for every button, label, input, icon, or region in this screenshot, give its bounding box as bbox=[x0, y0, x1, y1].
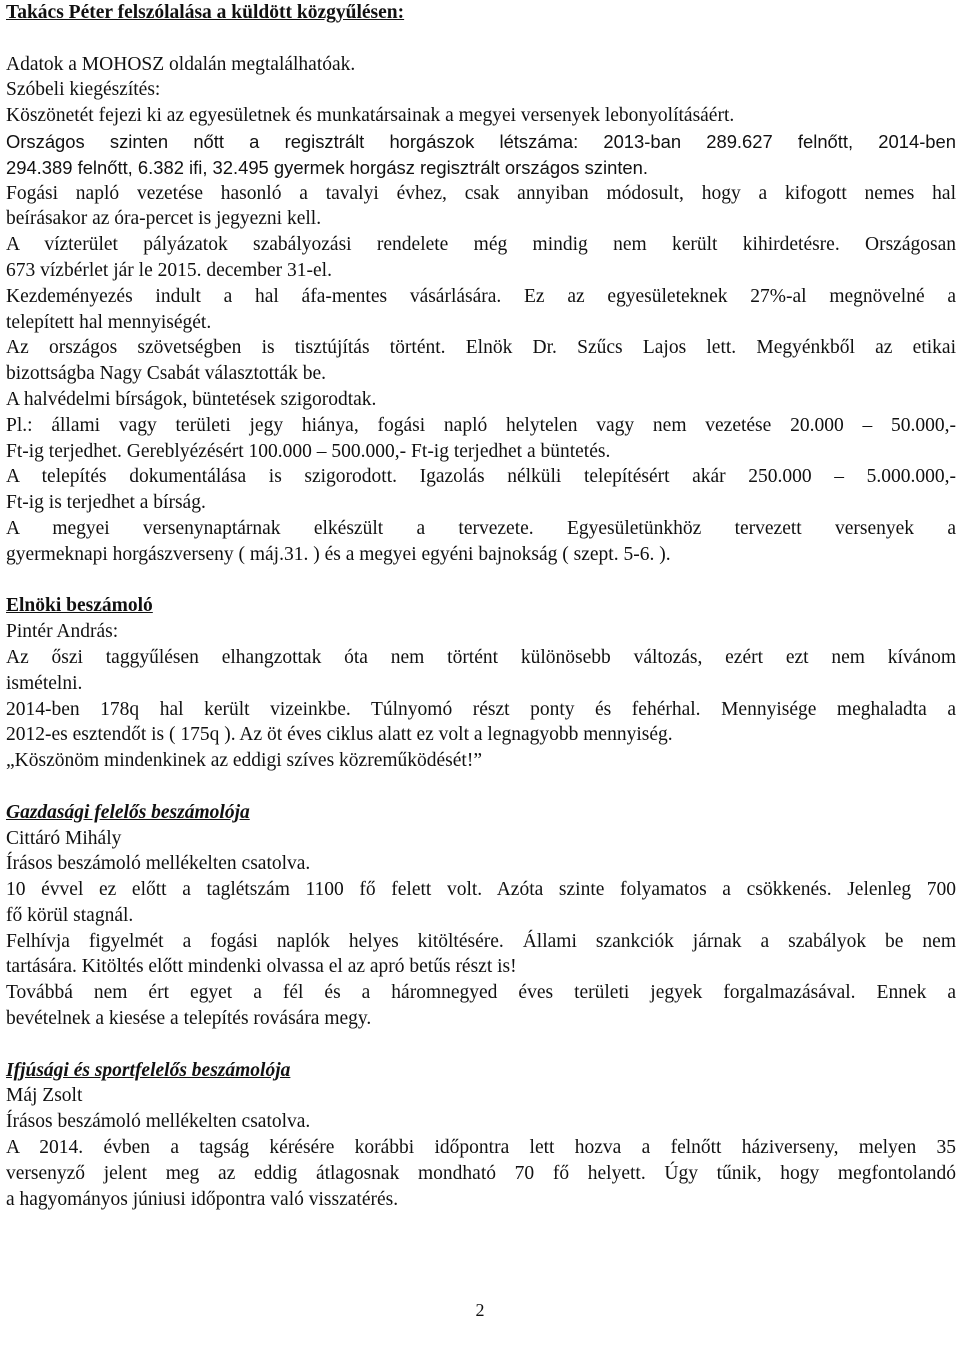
paragraph-line: Országos szinten nőtt a regisztrált horgászok létszáma: 2013-ban 289.627 felnőtt, 2014-ben bbox=[6, 130, 956, 152]
paragraph-line: fő körül stagnál. bbox=[6, 904, 134, 926]
spacer bbox=[6, 26, 956, 52]
paragraph-line: Az országos szövetségben is tisztújítás történt. Elnök Dr. Szűcs Lajos lett. Megyénkből az etikai bbox=[6, 337, 956, 359]
paragraph-line: Írásos beszámoló mellékelten csatolva. bbox=[6, 1111, 311, 1133]
section-title-takacs: Takács Péter felszólalása a küldött közgyűlésen: bbox=[6, 2, 405, 23]
paragraph-line: A telepítés dokumentálása is szigorodott. Igazolás nélküli telepítésért akár 250.000 – 5.000.000,- bbox=[6, 466, 956, 488]
paragraph-line: ismételni. bbox=[6, 672, 83, 694]
paragraph-line: a hagyományos júniusi időpontra való visszatérés. bbox=[6, 1188, 399, 1210]
section-title-ifjusagi: Ifjúsági és sportfelelős beszámolója bbox=[6, 1059, 291, 1081]
paragraph-line: Pl.: állami vagy területi jegy hiánya, fogási napló helytelen vagy nem vezetése 20.000 – 50.000,- bbox=[6, 414, 956, 436]
paragraph-line: A 2014. évben a tagság kérésére korábbi időpontra lett hozva a felnőtt háziverseny, melyen 35 bbox=[6, 1137, 956, 1159]
paragraph-line: 2012-es esztendőt is ( 175q ). Az öt éves ciklus alatt ez volt a legnagyobb mennyiség. bbox=[6, 724, 673, 746]
paragraph-line: Adatok a MOHOSZ oldalán megtalálhatóak. bbox=[6, 53, 356, 75]
paragraph-line: versenyző jelent meg az eddig átlagosnak mondható 70 fő helyett. Úgy tűnik, hogy megfontolandó bbox=[6, 1162, 956, 1184]
spacer bbox=[6, 1032, 956, 1058]
paragraph-line: A vízterület pályázatok szabályozási rendelete még mindig nem került kihirdetésre. Országosan bbox=[6, 234, 956, 256]
paragraph-line: Ft-ig is terjedhet a bírság. bbox=[6, 492, 206, 514]
spacer bbox=[6, 568, 956, 594]
paragraph-line: Kezdeményezés indult a hal áfa-mentes vásárlására. Ez az egyesületeknek 27%-al megnövelné a bbox=[6, 285, 956, 307]
paragraph-line: Ft-ig terjedhet. Gereblyézésért 100.000 – 500.000,- Ft-ig terjedhet a büntetés. bbox=[6, 440, 611, 462]
paragraph-line: beírásakor az óra-percet is jegyezni kell. bbox=[6, 208, 322, 230]
paragraph-line: Továbbá nem ért egyet a fél és a háromnegyed éves területi jegyek forgalmazásával. Ennek a bbox=[6, 982, 956, 1004]
paragraph-line: Írásos beszámoló mellékelten csatolva. bbox=[6, 853, 311, 875]
paragraph-line: Fogási napló vezetése hasonló a tavalyi évhez, csak annyiban módosult, hogy a kifogott nemes hal bbox=[6, 182, 956, 204]
paragraph-line: „Köszönöm mindenkinek az eddigi szíves közreműködését!” bbox=[6, 750, 482, 772]
section-title-gazdasagi: Gazdasági felelős beszámolója bbox=[6, 801, 250, 823]
paragraph-line: Köszönetét fejezi ki az egyesületnek és munkatársainak a megyei versenyek lebonyolításáért. bbox=[6, 105, 735, 127]
document-page bbox=[6, 0, 956, 1212]
speaker-name: Pintér András: bbox=[6, 621, 119, 643]
paragraph-line: 673 vízbérlet jár le 2015. december 31-el. bbox=[6, 259, 332, 281]
paragraph-line: Az őszi taggyűlésen elhangzottak óta nem történt különösebb változás, ezért ezt nem kívánom bbox=[6, 646, 956, 668]
paragraph-line: telepített hal mennyiségét. bbox=[6, 311, 212, 333]
speaker-name: Cittáró Mihály bbox=[6, 827, 122, 849]
paragraph-line: A megyei versenynaptárnak elkészült a tervezete. Egyesületünkhöz tervezett versenyek a bbox=[6, 517, 956, 539]
paragraph-line: tartására. Kitöltés előtt mindenki olvassa el az apró betűs részt is! bbox=[6, 956, 517, 978]
paragraph-line: A halvédelmi bírságok, büntetések szigorodtak. bbox=[6, 388, 377, 410]
spacer bbox=[6, 774, 956, 800]
paragraph-line: 294.389 felnőtt, 6.382 ifi, 32.495 gyermek horgász regisztrált országos szinten. bbox=[6, 156, 648, 178]
paragraph-line: 2014-ben 178q hal került vizeinkbe. Túlnyomó részt ponty és fehérhal. Mennyisége meghaladta a bbox=[6, 698, 956, 720]
speaker-name: Máj Zsolt bbox=[6, 1085, 83, 1107]
section-title-elnoki: Elnöki beszámoló bbox=[6, 595, 153, 617]
paragraph-line: 10 évvel ez előtt a taglétszám 1100 fő felett volt. Azóta szinte folyamatos a csökkenés. Jelenleg 700 bbox=[6, 879, 956, 901]
page-number: 2 bbox=[475, 1300, 485, 1320]
paragraph-line: Felhívja figyelmét a fogási naplók helyes kitöltésére. Állami szankciók járnak a szabályok be nem bbox=[6, 930, 956, 952]
paragraph-line: bizottságba Nagy Csabát választották be. bbox=[6, 363, 327, 385]
paragraph-line: Szóbeli kiegészítés: bbox=[6, 79, 161, 101]
paragraph-line: gyermeknapi horgászverseny ( máj.31. ) és a megyei egyéni bajnokság ( szept. 5-6. ). bbox=[6, 543, 671, 565]
paragraph-line: bevételnek a kiesése a telepítés rovására megy. bbox=[6, 1008, 372, 1030]
